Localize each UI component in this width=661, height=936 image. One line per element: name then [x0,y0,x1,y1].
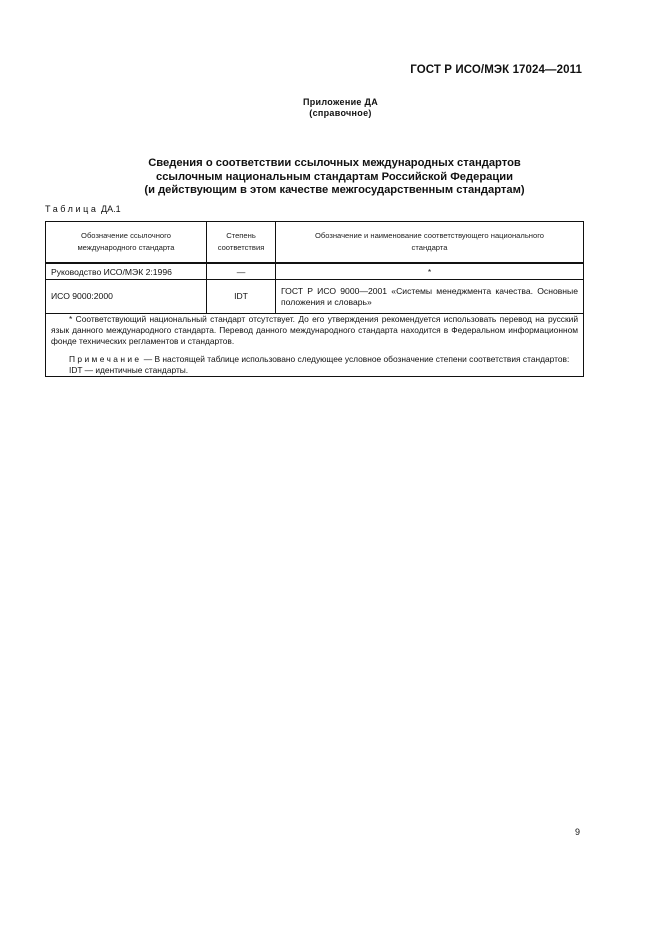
cell-national-standard: ГОСТ Р ИСО 9000—2001 «Системы менеджмента качества. Основные положения и словарь» [276,280,584,314]
cell-national-standard: * [276,263,584,280]
note [51,354,578,365]
correspondence-table [45,221,584,377]
table-caption-word: Таблица [45,204,99,214]
table-caption-number: ДА.1 [101,204,121,214]
section-title-line-2: ссылочным национальным стандартам Российской Федерации [155,170,514,183]
table-header-row [46,222,584,264]
column-header-international: Обозначение ссылочного международного стандарта [46,222,207,264]
table-caption [45,204,121,214]
annex-subtitle: (справочное) [309,108,372,118]
column-header-degree: Степень соответствия [207,222,276,264]
page-number: 9 [575,827,581,837]
table-row [46,280,584,314]
table-row [46,263,584,280]
annex-heading [0,97,661,119]
section-title-line-3: (и действующим в этом качестве межгосударственным стандартам) [144,184,525,196]
note-label: Примечание [69,354,142,364]
cell-international-standard: ИСО 9000:2000 [46,280,207,314]
cell-international-standard: Руководство ИСО/МЭК 2:1996 [46,263,207,280]
footnote: * Соответствующий национальный стандарт отсутствует. До его утверждения рекомендуется использовать перевод на русский язык данного международного стандарта. Перевод данного международного стандарта находится в Федеральном информационном фонде технических регламентов и стандартов. [51,314,578,346]
cell-degree: — [207,263,276,280]
column-header-national: Обозначение и наименование соответствующего национального стандарта [276,222,584,264]
note-item: IDT — идентичные стандарты. [69,365,189,375]
table-footer-row [46,314,584,377]
table-footer [46,314,584,377]
section-title [0,157,661,198]
section-title-line-1: Сведения о соответствии ссылочных международных стандартов [148,157,521,169]
note-text: — В настоящей таблице использовано следующее условное обозначение степени соответствия стандартов: [141,354,570,364]
annex-title: Приложение ДА [302,97,379,107]
cell-degree: IDT [207,280,276,314]
document-code: ГОСТ Р ИСО/МЭК 17024—2011 [410,64,582,76]
